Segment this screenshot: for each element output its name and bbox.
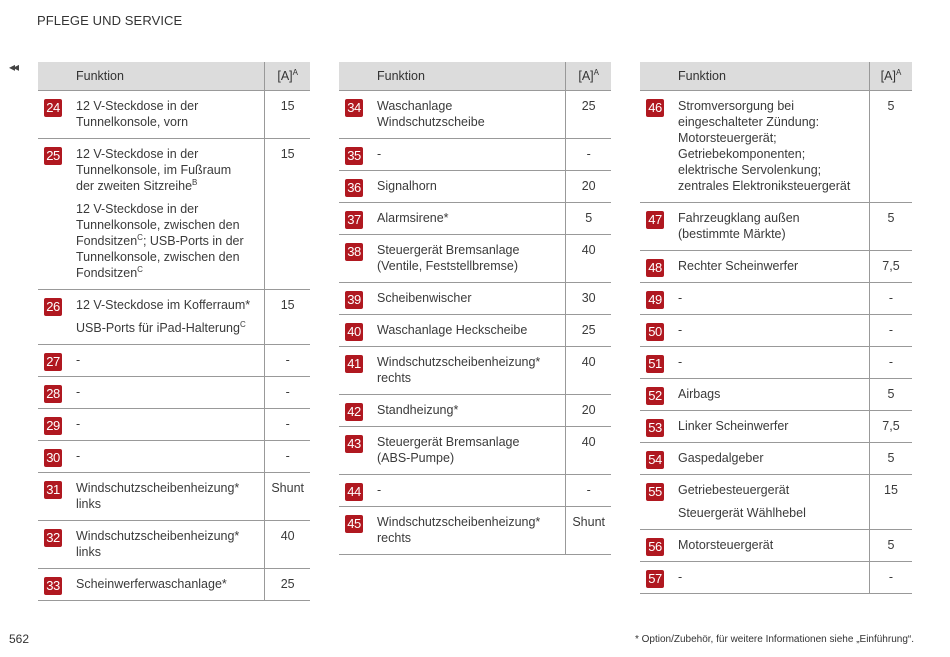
function-text: [377, 354, 551, 386]
fuse-number-cell: [640, 443, 672, 475]
table-row: [640, 251, 912, 283]
function-cell: [371, 91, 566, 139]
fuse-number-cell: [339, 171, 371, 203]
ampere-cell: 15: [265, 290, 310, 345]
function-text: [377, 482, 551, 498]
function-text-part: 12 V-Steckdose in der Tunnelkonsole, im Fußraum der zweiten Sitzreihe: [76, 147, 232, 193]
fuse-number-badge: 28: [44, 385, 62, 403]
function-text: [377, 242, 551, 274]
fuse-number-cell: [339, 475, 371, 507]
function-cell: [70, 345, 265, 377]
fuse-number-cell: [640, 530, 672, 562]
ampere-cell: Shunt: [566, 507, 611, 555]
function-text-part: Windschutzscheibenheizung* links: [76, 529, 240, 559]
function-text-part: Getriebesteuergerät: [678, 483, 790, 497]
fuse-number-badge: 41: [345, 355, 363, 373]
fuse-number-cell: [38, 521, 70, 569]
function-footnote: C: [137, 264, 143, 274]
fuse-number-badge: 53: [646, 419, 664, 437]
function-cell: [672, 251, 870, 283]
function-text: [678, 386, 855, 402]
fuse-number-cell: [339, 315, 371, 347]
function-text-part: Stromversorgung bei eingeschalteter Zündung: Motorsteuergerät; Getriebekomponenten; elektrische Servolenkung; zentrales Elektroniksteuergerät: [678, 99, 851, 193]
function-text: [377, 402, 551, 418]
fuse-number-badge: 51: [646, 355, 664, 373]
fuse-number-cell: [339, 283, 371, 315]
table-row: [640, 347, 912, 379]
header-icon-cell: [339, 62, 371, 91]
function-cell: [672, 475, 870, 530]
function-text-part: Rechter Scheinwerfer: [678, 259, 799, 273]
fuse-number-cell: [38, 290, 70, 345]
header-icon-cell: [38, 62, 70, 91]
table-row: [339, 347, 611, 395]
table-row: [640, 475, 912, 530]
fuse-number-cell: [38, 441, 70, 473]
function-text-part: Signalhorn: [377, 179, 437, 193]
fuse-number-cell: [38, 91, 70, 139]
function-text-part: -: [76, 449, 81, 463]
column-header-ampere-label: [A]: [277, 69, 293, 83]
function-text-part: Scheibenwischer: [377, 291, 472, 305]
function-cell: [371, 171, 566, 203]
function-text: [678, 569, 855, 585]
ampere-cell: 5: [870, 530, 913, 562]
table-row: [38, 377, 310, 409]
fuse-number-badge: 26: [44, 298, 62, 316]
table-row: [38, 139, 310, 290]
fuse-number-badge: 57: [646, 570, 664, 588]
fuse-number-badge: 39: [345, 291, 363, 309]
fuse-number-badge: 30: [44, 449, 62, 467]
function-cell: [672, 91, 870, 203]
fuse-number-badge: 54: [646, 451, 664, 469]
function-cell: [371, 139, 566, 171]
table-row: [339, 235, 611, 283]
fuse-number-badge: 49: [646, 291, 664, 309]
function-cell: [371, 203, 566, 235]
function-footnote: C: [137, 232, 143, 242]
ampere-cell: -: [265, 377, 310, 409]
function-text: [678, 505, 855, 521]
function-text-part: 12 V-Steckdose in der Tunnelkonsole, vorn: [76, 99, 199, 129]
ampere-cell: -: [870, 315, 913, 347]
table-row: [339, 475, 611, 507]
ampere-cell: 25: [566, 91, 611, 139]
fuse-number-cell: [640, 347, 672, 379]
fuse-number-badge: 50: [646, 323, 664, 341]
table-row: [640, 562, 912, 594]
function-text: [678, 210, 855, 242]
ampere-cell: -: [870, 347, 913, 379]
function-text: [76, 576, 250, 592]
fuse-table-2: [339, 62, 611, 555]
ampere-cell: -: [265, 345, 310, 377]
fuse-number-badge: 46: [646, 99, 664, 117]
function-text: [678, 537, 855, 553]
header-row: [640, 62, 912, 91]
ampere-cell: -: [870, 562, 913, 594]
column-header-ampere: [870, 62, 913, 91]
ampere-cell: 5: [870, 91, 913, 203]
function-cell: [70, 473, 265, 521]
fuse-table: [640, 62, 912, 594]
function-cell: [672, 347, 870, 379]
function-text: [678, 418, 855, 434]
table-body: [38, 91, 310, 601]
function-text: [76, 480, 250, 512]
fuse-number-cell: [339, 203, 371, 235]
function-cell: [371, 315, 566, 347]
function-text-part: -: [377, 483, 382, 497]
function-text-part: ; USB-Ports in der Tunnelkonsole, zwischen den Fondsitzen: [76, 234, 244, 280]
fuse-number-badge: 42: [345, 403, 363, 421]
function-text: [76, 416, 250, 432]
function-footnote: B: [192, 177, 198, 187]
function-cell: [672, 562, 870, 594]
table-head: [339, 62, 611, 91]
table-row: [640, 315, 912, 347]
table-row: [339, 91, 611, 139]
table-row: [339, 315, 611, 347]
function-text-part: Steuergerät Bremsanlage (Ventile, Feststellbremse): [377, 243, 520, 273]
fuse-number-cell: [640, 91, 672, 203]
fuse-number-cell: [38, 569, 70, 601]
function-text: [377, 290, 551, 306]
function-text-part: Airbags: [678, 387, 721, 401]
ampere-cell: 20: [566, 395, 611, 427]
column-header-ampere: [265, 62, 310, 91]
function-cell: [371, 235, 566, 283]
table-head: [640, 62, 912, 91]
function-text-part: Windschutzscheibenheizung* rechts: [377, 355, 541, 385]
function-text-part: Waschanlage Windschutzscheibe: [377, 99, 485, 129]
fuse-number-badge: 47: [646, 211, 664, 229]
fuse-number-cell: [640, 315, 672, 347]
function-text: [76, 146, 250, 194]
function-text: [678, 322, 855, 338]
function-text-part: -: [76, 385, 81, 399]
function-text-part: Gaspedalgeber: [678, 451, 764, 465]
ampere-cell: 5: [870, 379, 913, 411]
ampere-cell: 5: [870, 443, 913, 475]
fuse-number-badge: 55: [646, 483, 664, 501]
function-text: [377, 434, 551, 466]
function-text: [76, 384, 250, 400]
ampere-cell: 40: [566, 347, 611, 395]
table-row: [640, 443, 912, 475]
ampere-cell: 40: [566, 427, 611, 475]
ampere-cell: 40: [566, 235, 611, 283]
table-row: [339, 507, 611, 555]
fuse-number-cell: [640, 562, 672, 594]
function-text: [377, 146, 551, 162]
column-header-function: Funktion: [70, 62, 265, 91]
function-cell: [371, 347, 566, 395]
table-row: [640, 283, 912, 315]
function-text: [76, 201, 250, 281]
table-row: [339, 171, 611, 203]
function-text-part: Motorsteuergerät: [678, 538, 774, 552]
ampere-cell: 15: [265, 139, 310, 290]
fuse-number-badge: 33: [44, 577, 62, 595]
function-text: [678, 98, 855, 194]
ampere-cell: 25: [265, 569, 310, 601]
function-cell: [70, 139, 265, 290]
function-text: [76, 352, 250, 368]
function-text: [377, 514, 551, 546]
function-text-part: Steuergerät Wählhebel: [678, 506, 806, 520]
fuse-number-badge: 31: [44, 481, 62, 499]
fuse-number-badge: 45: [345, 515, 363, 533]
ampere-cell: -: [265, 441, 310, 473]
table-row: [38, 441, 310, 473]
column-header-ampere-label: [A]: [880, 69, 896, 83]
function-text: [377, 98, 551, 130]
function-text-part: -: [678, 570, 683, 584]
function-cell: [70, 290, 265, 345]
fuse-number-cell: [38, 139, 70, 290]
function-cell: [371, 427, 566, 475]
fuse-number-badge: 25: [44, 147, 62, 165]
ampere-cell: -: [566, 139, 611, 171]
ampere-cell: 5: [870, 203, 913, 251]
ampere-cell: -: [566, 475, 611, 507]
fuse-number-cell: [640, 475, 672, 530]
function-cell: [371, 507, 566, 555]
ampere-cell: 7,5: [870, 251, 913, 283]
table-head: [38, 62, 310, 91]
column-header-function: Funktion: [371, 62, 566, 91]
function-text: [76, 528, 250, 560]
table-row: [38, 409, 310, 441]
function-text: [678, 290, 855, 306]
ampere-cell: 7,5: [870, 411, 913, 443]
fuse-number-badge: 34: [345, 99, 363, 117]
function-cell: [70, 441, 265, 473]
function-footnote: C: [239, 319, 246, 329]
fuse-table: [38, 62, 310, 601]
table-row: [339, 427, 611, 475]
table-row: [640, 203, 912, 251]
table-row: [38, 290, 310, 345]
column-header-function: Funktion: [672, 62, 870, 91]
function-text-part: Steuergerät Bremsanlage (ABS-Pumpe): [377, 435, 520, 465]
function-cell: [672, 530, 870, 562]
function-text-part: -: [678, 355, 683, 369]
fuse-number-badge: 56: [646, 538, 664, 556]
function-cell: [70, 91, 265, 139]
fuse-number-cell: [640, 203, 672, 251]
fuse-number-cell: [640, 251, 672, 283]
function-text-part: Standheizung*: [377, 403, 459, 417]
fuse-number-cell: [339, 347, 371, 395]
table-row: [38, 91, 310, 139]
function-text-part: -: [678, 323, 683, 337]
table-row: [640, 379, 912, 411]
ampere-cell: -: [870, 283, 913, 315]
function-text-part: Windschutzscheibenheizung* links: [76, 481, 240, 511]
function-text-part: Fahrzeugklang außen (bestimmte Märkte): [678, 211, 800, 241]
column-header-ampere-note: A: [593, 67, 599, 77]
function-text-part: Alarmsirene*: [377, 211, 449, 225]
ampere-cell: 25: [566, 315, 611, 347]
ampere-cell: 40: [265, 521, 310, 569]
function-text: [76, 297, 250, 313]
function-text-part: Linker Scheinwerfer: [678, 419, 789, 433]
fuse-table: [339, 62, 611, 555]
function-text: [678, 258, 855, 274]
fuse-number-cell: [339, 235, 371, 283]
function-text-part: -: [76, 353, 81, 367]
fuse-number-badge: 48: [646, 259, 664, 277]
function-text-part: -: [76, 417, 81, 431]
function-text-part: 12 V-Steckdose im Kofferraum*: [76, 298, 251, 312]
fuse-number-cell: [339, 427, 371, 475]
function-text-part: USB-Ports für iPad-Halterung: [76, 321, 240, 335]
table-row: [38, 345, 310, 377]
function-cell: [70, 569, 265, 601]
function-cell: [70, 521, 265, 569]
column-header-ampere: [566, 62, 611, 91]
header-icon-cell: [640, 62, 672, 91]
function-text-part: -: [678, 291, 683, 305]
fuse-number-badge: 43: [345, 435, 363, 453]
fuse-number-cell: [640, 411, 672, 443]
function-cell: [70, 409, 265, 441]
fuse-number-cell: [339, 139, 371, 171]
fuse-number-badge: 37: [345, 211, 363, 229]
table-row: [38, 569, 310, 601]
fuse-number-badge: 40: [345, 323, 363, 341]
ampere-cell: 30: [566, 283, 611, 315]
fuse-number-badge: 27: [44, 353, 62, 371]
header-row: [339, 62, 611, 91]
fuse-number-badge: 38: [345, 243, 363, 261]
fuse-number-cell: [38, 409, 70, 441]
fuse-number-badge: 24: [44, 99, 62, 117]
function-text-part: Waschanlage Heckscheibe: [377, 323, 528, 337]
fuse-number-cell: [339, 395, 371, 427]
ampere-cell: 15: [870, 475, 913, 530]
ampere-cell: 20: [566, 171, 611, 203]
table-row: [640, 530, 912, 562]
fuse-number-badge: 35: [345, 147, 363, 165]
function-text-part: Windschutzscheibenheizung* rechts: [377, 515, 541, 545]
footnote: * Option/Zubehör, für weitere Informationen siehe „Einführung“.: [634, 634, 914, 645]
function-cell: [371, 475, 566, 507]
fuse-table-3: [640, 62, 912, 594]
fuse-number-cell: [640, 379, 672, 411]
ampere-cell: 5: [566, 203, 611, 235]
function-cell: [371, 395, 566, 427]
table-row: [339, 395, 611, 427]
fuse-number-badge: 52: [646, 387, 664, 405]
function-text-part: Scheinwerferwaschanlage*: [76, 577, 227, 591]
fuse-number-cell: [339, 91, 371, 139]
function-text-part: -: [377, 147, 382, 161]
page-header: PFLEGE UND SERVICE: [37, 13, 183, 28]
back-navigation-icon[interactable]: ◂◂: [9, 60, 18, 74]
function-text: [76, 320, 250, 336]
fuse-number-badge: 29: [44, 417, 62, 435]
fuse-number-badge: 36: [345, 179, 363, 197]
table-row: [339, 203, 611, 235]
page-number: 562: [9, 632, 30, 646]
ampere-cell: -: [265, 409, 310, 441]
fuse-number-cell: [339, 507, 371, 555]
table-row: [38, 521, 310, 569]
column-header-ampere-note: A: [292, 67, 298, 77]
function-text-part: 12 V-Steckdose in der Tunnelkonsole, zwischen den Fondsitzen: [76, 202, 240, 248]
ampere-cell: Shunt: [265, 473, 310, 521]
function-cell: [672, 283, 870, 315]
header-row: [38, 62, 310, 91]
table-row: [640, 91, 912, 203]
fuse-number-badge: 32: [44, 529, 62, 547]
function-text: [377, 178, 551, 194]
function-cell: [672, 315, 870, 347]
function-text: [76, 98, 250, 130]
table-row: [38, 473, 310, 521]
table-row: [640, 411, 912, 443]
function-cell: [672, 379, 870, 411]
fuse-number-cell: [640, 283, 672, 315]
function-text: [678, 482, 855, 498]
fuse-number-cell: [38, 345, 70, 377]
table-row: [339, 283, 611, 315]
function-cell: [371, 283, 566, 315]
fuse-table-1: [38, 62, 310, 601]
fuse-number-cell: [38, 473, 70, 521]
column-header-ampere-note: A: [895, 67, 902, 77]
function-text: [377, 322, 551, 338]
function-cell: [672, 443, 870, 475]
function-text: [76, 448, 250, 464]
function-cell: [672, 411, 870, 443]
table-body: [339, 91, 611, 555]
fuse-number-badge: 44: [345, 483, 363, 501]
function-text: [678, 450, 855, 466]
fuse-number-cell: [38, 377, 70, 409]
function-text: [678, 354, 855, 370]
function-cell: [672, 203, 870, 251]
function-text: [377, 210, 551, 226]
table-body: [640, 91, 912, 594]
ampere-cell: 15: [265, 91, 310, 139]
function-cell: [70, 377, 265, 409]
column-header-ampere-label: [A]: [578, 69, 594, 83]
table-row: [339, 139, 611, 171]
